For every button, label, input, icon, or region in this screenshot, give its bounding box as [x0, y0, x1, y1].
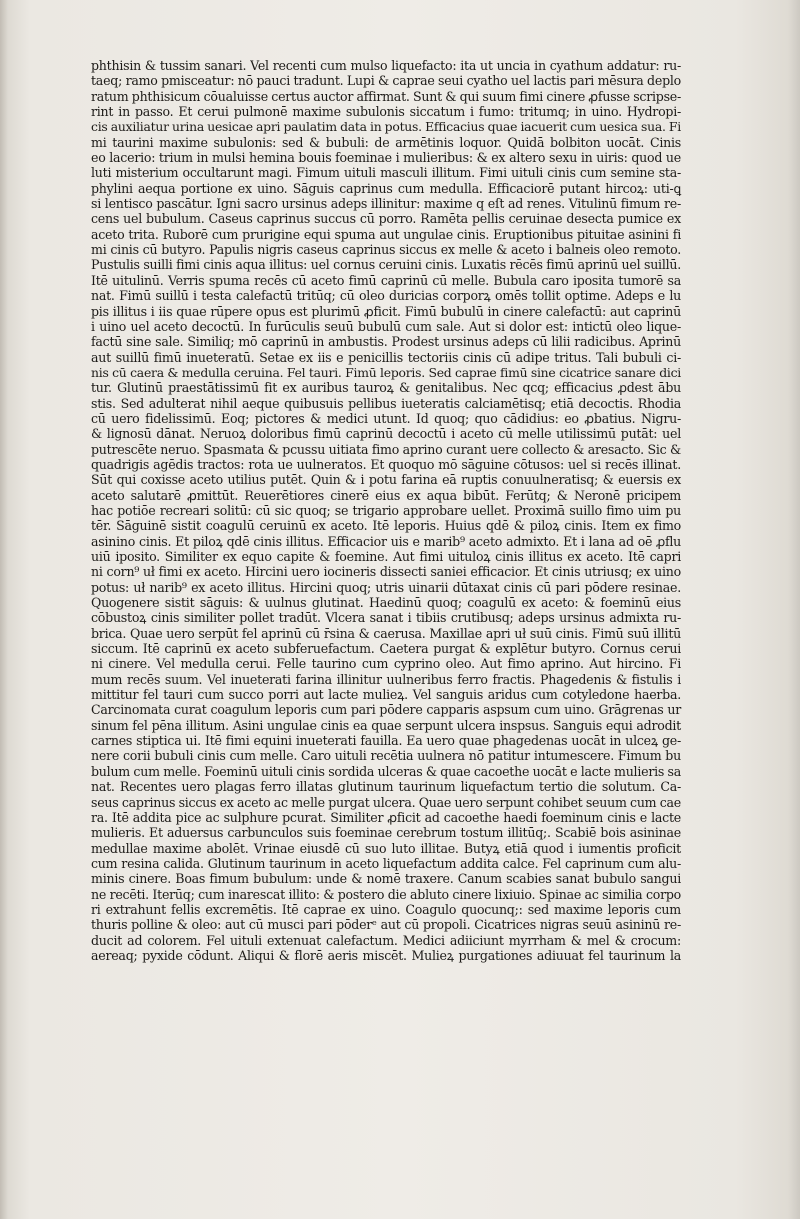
text-line: ratum phthisicum cōualuisse certus auctor affirmat. Sunt & qui suum fimi cinere ꝓfusse scripse-	[91, 88, 681, 104]
text-line: mi taurini maxime subulonis: sed & bubuli: de armētinis loquor. Quidā bolbiton uocāt. Cinis	[91, 134, 681, 150]
text-line: mi cinis cū butyro. Papulis nigris caseus caprinus siccus ex melle & aceto i balneis oleo remoto.	[91, 242, 681, 258]
text-line: medullae maxime abolēt. Vrinae eiusdē cū suo luto illitae. Butyꝝ etiā quod i iumentis proficit	[91, 840, 681, 856]
text-line: cōbustoꝝ cinis similiter pollet tradūt. Vlcera sanat i tibiis crutibusq; adeps ursinus admixta ru-	[91, 610, 681, 626]
text-line: cum resina calida. Glutinum taurinum in aceto liquefactum addita calce. Fel caprinum cum alu-	[91, 855, 681, 871]
text-line: ducit ad colorem. Fel uituli extenuat calefactum. Medici adiiciunt myrrham & mel & crocum:	[91, 932, 681, 948]
text-line: aereaq; pyxide cōdunt. Aliqui & florē aeris miscēt. Mulieꝝ purgationes adiuuat fel taurinum la	[91, 947, 681, 963]
text-line: taeq; ramo pmisceatur: nō pauci tradunt. Lupi & caprae seui cyatho uel lactis pari mēsura deplo	[91, 73, 681, 89]
text-line: siccum. Itē caprinū ex aceto subferuefactum. Caetera purgat & explētur butyro. Cornus cerui	[91, 641, 681, 657]
text-line: nat. Fimū suillū i testa calefactū tritūq; cū oleo duricias corporꝝ omēs tollit optime. Adeps e lu	[91, 288, 681, 304]
text-line: stis. Sed adulterat nihil aeque quibusuis pellibus iueteratis calciamētisq; etiā decoctis. Rhodia	[91, 395, 681, 411]
text-line: bulum cum melle. Foeminū uituli cinis sordida ulceras & quae cacoethe uocāt e lacte mulieris sa	[91, 763, 681, 779]
text-line: ra. Itē addita pice ac sulphure pcurat. Similiter ꝓficit ad cacoethe haedi foeminum cinis e lacte	[91, 809, 681, 825]
text-line: phylini aequa portione ex uino. Sāguis caprinus cum medulla. Efficaciorē putant hircoꝝ: uti-ꝗ	[91, 180, 681, 196]
text-line: ne recēti. Iterūq; cum inarescat illito: & postero die abluto cinere lixiuio. Spinae ac similia corpo	[91, 886, 681, 902]
text-line: Carcinomata curat coagulum leporis cum pari pōdere capparis aspsum cum uino. Grāgrenas ur	[91, 702, 681, 718]
text-line: tur. Glutinū praestātissimū fit ex auribus tauroꝝ & genitalibus. Nec qcq; efficacius ꝓdest ābu	[91, 380, 681, 396]
text-line: luti misterium occultarunt magi. Fimum uituli masculi illitum. Fimi uituli cinis cum semine sta-	[91, 165, 681, 181]
text-line: cis auxiliatur urina uesicae apri paulatim data in potus. Efficacius quae iacuerit cum uesica sua. Fi	[91, 119, 681, 135]
text-line: eo lacerio: trium in mulsi hemina bouis foeminae i mulieribus: & ex altero sexu in uiris: quod ue	[91, 150, 681, 166]
text-line: potus: uł narib⁹ ex aceto illitus. Hircini quoq; utris uinarii dūtaxat cinis cū pari pōdere resinae.	[91, 579, 681, 595]
text-line: Quogenere sistit sāguis: & uulnus glutinat. Haedinū quoq; coagulū ex aceto: & foeminū eius	[91, 595, 681, 611]
text-line: putrescēte neruo. Spasmata & pcussu uitiata fimo aprino curant uere collecto & aresacto. Sic &	[91, 441, 681, 457]
text-line: phthisin & tussim sanari. Vel recenti cum mulso liquefacto: ita ut uncia in cyathum addatur: ru-	[91, 58, 681, 73]
text-line: ni corn⁹ uł fimi ex aceto. Hircini uero iocineris dissecti saniei efficacior. Et cinis utriusq; ex uino	[91, 564, 681, 580]
text-line: carnes stiptica ui. Itē fimi equini inueterati fauilla. Ea uero quae phagedenas uocāt in ulceꝝ ge-	[91, 733, 681, 749]
text-line: & lignosū dānat. Neruoꝝ doloribus fimū caprinū decoctū i aceto cū melle utilissimū putāt: uel	[91, 426, 681, 442]
text-line: Itē uitulinū. Verris spuma recēs cū aceto fimū caprinū cū melle. Bubula caro iposita tumorē sa	[91, 272, 681, 288]
text-line: sinum fel pēna illitum. Asini ungulae cinis ea quae serpunt ulcera inspsus. Sanguis equi adrodit	[91, 717, 681, 733]
text-line: uiū iposito. Similiter ex equo capite & foemine. Aut fimi uituloꝝ cinis illitus ex aceto. Itē capri	[91, 549, 681, 564]
text-line: quadrigis agēdis tractos: rota ue uulneratos. Et quoquo mō sāguine cōtusos: uel si recēs illinat.	[91, 456, 681, 472]
text-line: factū sine sale. Similiq; mō caprinū in ambustis. Prodest ursinus adeps cū lilii radicibus. Aprinū	[91, 334, 681, 350]
text-line: nat. Recentes uero plagas ferro illatas glutinum taurinum liquefactum tertio die solutum. Ca-	[91, 779, 681, 795]
text-line: cens uel bubulum. Caseus caprinus succus cū porro. Ramēta pellis ceruinae desecta pumice ex	[91, 211, 681, 227]
text-line: mittitur fel tauri cum succo porri aut lacte mulieꝝ. Vel sanguis aridus cum cotyledone haerba.	[91, 687, 681, 703]
text-line: Sūt qui coxisse aceto utilius putēt. Quin & i potu farina eā ruptis conuulneratisq; & euersis ex	[91, 472, 681, 488]
text-line: mum recēs suum. Vel inueterati farina illinitur uulneribus ferro fractis. Phagedenis & fistulis i	[91, 671, 681, 687]
page-right-shading	[788, 0, 800, 1219]
text-line: brica. Quae uero serpūt fel aprinū cū r̄sina & caerusa. Maxillae apri uł suū cinis. Fimū suū illitū	[91, 625, 681, 641]
page-edge-shading	[0, 0, 8, 1219]
text-line: minis cinere. Boas fimum bubulum: unde & nomē traxere. Canum scabies sanat bubulo sangui	[91, 871, 681, 887]
text-line: thuris polline & oleo: aut cū musci pari pōderᵉ aut cū propoli. Cicatrices nigras seuū asininū re-	[91, 917, 681, 933]
text-line: nere corii bubuli cinis cum melle. Caro uituli recētia uulnera nō patitur intumescere. Fimum bu	[91, 748, 681, 764]
text-line: aceto salutarē ꝓmittūt. Reuerētiores cinerē eius ex aqua bibūt. Ferūtq; & Neronē pricipem	[91, 487, 681, 503]
text-line: pis illitus i iis quae rūpere opus est plurimū ꝓficit. Fimū bubulū in cinere calefactū: aut caprinū	[91, 303, 681, 319]
text-line: si lentisco pascātur. Igni sacro ursinus adeps illinitur: maxime q eſt ad renes. Vitulinū fimum re-	[91, 196, 681, 212]
text-line: aceto trita. Ruborē cum prurigine equi spuma aut ungulae cinis. Eruptionibus pituitae asinini fi	[91, 226, 681, 242]
text-line: aut suillū fimū inueteratū. Setae ex iis e penicillis tectoriis cinis cū adipe tritus. Tali bubuli ci-	[91, 349, 681, 365]
text-line: rint in passo. Et cerui pulmonē maxime subulonis siccatum i fumo: tritumq; in uino. Hydropi-	[91, 104, 681, 120]
text-line: ri extrahunt fellis excremētis. Itē caprae ex uino. Coagulo quocunq;: sed maxime leporis cum	[91, 901, 681, 917]
text-line: asinino cinis. Et piloꝝ qdē cinis illitus. Efficacior uis e marib⁹ aceto admixto. Et i lana ad oē ꝓflu	[91, 533, 681, 549]
text-line: seus caprinus siccus ex aceto ac melle purgat ulcera. Quae uero serpunt cohibet seuum cum cae	[91, 794, 681, 810]
text-line: i uino uel aceto decoctū. In furūculis seuū bubulū cum sale. Aut si dolor est: intictū oleo lique-	[91, 318, 681, 334]
text-line: tēr. Sāguinē sistit coagulū ceruinū ex aceto. Itē leporis. Huius qdē & piloꝝ cinis. Item ex fimo	[91, 518, 681, 534]
text-line: ni cinere. Vel medulla cerui. Felle taurino cum cyprino oleo. Aut fimo aprino. Aut hircino. Fi	[91, 656, 681, 672]
text-line: hac potiōe recreari solitū: cū sic quoq; se trigario approbare uellet. Proximā suillo fimo uim pu	[91, 502, 681, 518]
text-line: cū uero fidelissimū. Eoq; pictores & medici utunt. Id quoq; quo cādidius: eo ꝓbatius. Nigru-	[91, 410, 681, 426]
body-text-column	[91, 58, 681, 963]
text-line: nis cū caera & medulla ceruina. Fel tauri. Fimū leporis. Sed caprae fimū sine cicatrice sanare dici	[91, 364, 681, 380]
text-line: Pustulis suilli fimi cinis aqua illitus: uel cornus ceruini cinis. Luxatis rēcēs fimū aprinū uel suillū.	[91, 257, 681, 273]
text-line: mulieris. Et aduersus carbunculos suis foeminae cerebrum tostum illitūq;. Scabiē bois asininae	[91, 825, 681, 841]
